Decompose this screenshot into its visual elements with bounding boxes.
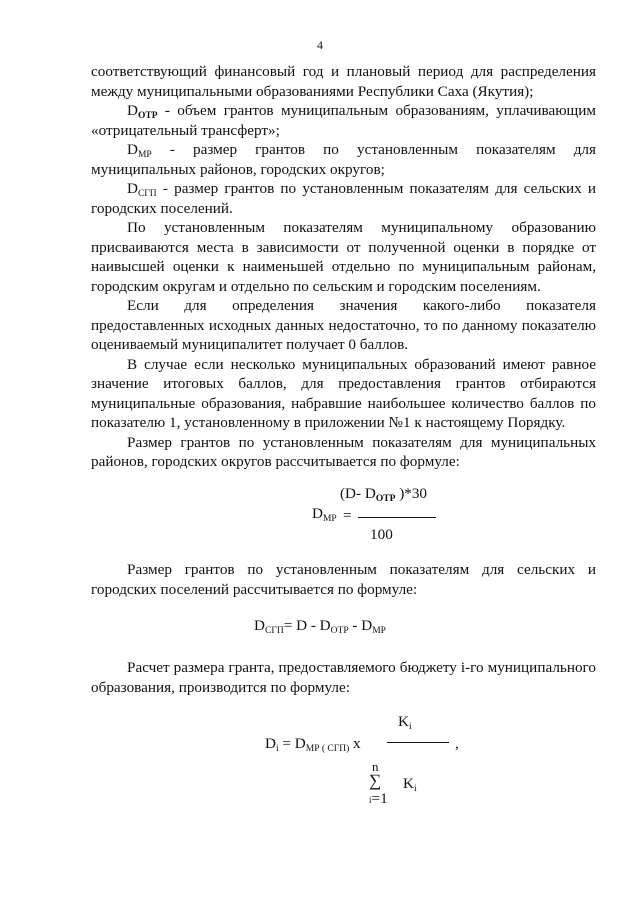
equals-sign: = <box>343 507 352 524</box>
symbol: D <box>127 141 138 158</box>
paragraph-line: муниципальных районов, городских округов; <box>91 160 385 178</box>
fraction-bar <box>358 517 436 518</box>
sum-upper-limit: n <box>372 759 379 774</box>
definition-text: - размер грантов по установленным показателям для <box>151 141 596 158</box>
paragraph-tie-break: В случае если несколько муниципальных образований имеют равное значение итоговых баллов, для предоставления грантов отбираются муниципальные образования, набравшие наибольшее количество баллов по показателю 1, установленному в приложении №1 к настоящему Порядку. <box>91 355 596 431</box>
subscript: СГП <box>137 189 157 199</box>
formula-grant-i <box>265 712 485 807</box>
formula-numerator: (D- $D_{ОТР}$ )*30 <box>340 485 428 504</box>
subscript: ОТР <box>137 111 158 121</box>
paragraph-line: городских поселений. <box>91 199 233 217</box>
denominator-ki: $K_i$ <box>403 775 417 794</box>
paragraph-formula-sgp-intro: Размер грантов по установленным показателям для сельских и городских поселений рассчитывается по формуле: <box>91 561 596 598</box>
subscript: МР <box>137 150 152 160</box>
formula-denominator: 100 <box>370 526 393 543</box>
sum-lower-limit: i=1 <box>369 790 388 807</box>
body-text-2 <box>91 560 596 599</box>
definition-d-otr <box>91 101 596 121</box>
body-text-3 <box>91 658 596 697</box>
definition-text: - размер грантов по установленным показателям для сельских и <box>156 180 596 197</box>
definition-d-mr <box>91 140 596 160</box>
definition-d-sgp <box>91 179 596 199</box>
formula-lhs: $D_i = D_{МР ( СГП)}$ x <box>265 735 361 754</box>
body-text <box>91 62 596 472</box>
formula-mr <box>298 484 448 544</box>
fraction-bar <box>387 742 449 743</box>
sum-sign: ∑ <box>369 771 382 790</box>
comma: , <box>455 735 459 752</box>
page-number: 4 <box>317 38 323 52</box>
paragraph-places: По установленным показателям муниципальному образованию присваиваются места в зависимости от полученной оценки в порядке от наивысшей оценки к наименьшей отдельно по муниципальным районам, городским округам и отдельно по сельским и городским поселениям. <box>91 219 596 295</box>
symbol: D <box>127 180 138 197</box>
paragraph-formula-mr-intro: Размер грантов по установленным показателям для муниципальных районов, городских округов рассчитывается по формуле: <box>91 433 596 470</box>
definition-text: - объем грантов муниципальным образованиям, уплачивающим <box>157 102 596 119</box>
symbol: D <box>127 102 138 119</box>
paragraph-line: соответствующий финансовый год и плановый период для распределения <box>91 63 596 80</box>
numerator-ki: $K_i$ <box>398 713 412 732</box>
paragraph-line: «отрицательный трансферт»; <box>91 121 280 139</box>
paragraph-zero-score: Если для определения значения какого-либо показателя предоставленных исходных данных недостаточно, то по данному показателю оцениваемый муниципалитет получает 0 баллов. <box>91 297 596 353</box>
paragraph-formula-i-intro: Расчет размера гранта, предоставляемого бюджету i-го муниципального образования, производится по формуле: <box>91 659 596 696</box>
paragraph-line: между муниципальными образованиями Республики Саха (Якутия); <box>91 82 534 100</box>
formula-lhs: $D_{МР}$ <box>312 505 337 524</box>
formula-sgp: $D_{СГП}= D - D_{ОТР} - D_{МР}$ <box>254 617 386 636</box>
